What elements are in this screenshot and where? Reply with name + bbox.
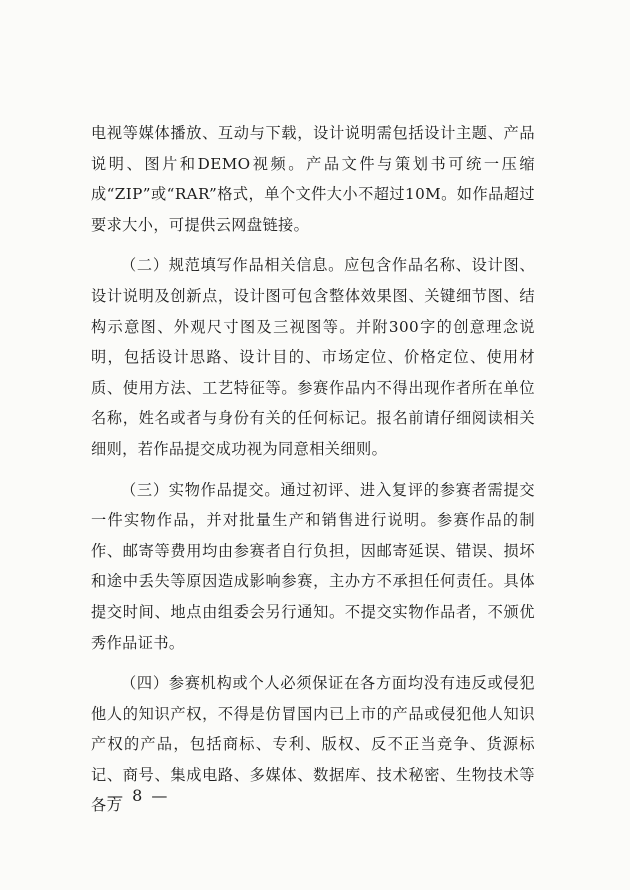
- paragraph-continuation: 电视等媒体播放、互动与下载，设计说明需包括设计主题、产品说明、图片和DEMO视频。产品文件与策划书可统一压缩成“ZIP”或“RAR”格式，单个文件大小不超过10M。如作品超过要求大小，可提供云网盘链接。: [91, 124, 535, 234]
- paragraph-section-three: （三）实物作品提交。通过初评、进入复评的参赛者需提交一件实物作品，并对批量生产和销售进行说明。参赛作品的制作、邮寄等费用均由参赛者自行负担，因邮寄延误、错误、损坏和途中丢失等原因造成影响参赛，主办方不承担任何责任。具体提交时间、地点由组委会另行通知。不提交实物作品者，不颁优秀作品证书。: [91, 480, 535, 652]
- paragraph-section-two: （二）规范填写作品相关信息。应包含作品名称、设计图、设计说明及创新点，设计图可包含整体效果图、关键细节图、结构示意图、外观尺寸图及三视图等。并附300字的创意理念说明，包括设计思路、设计目的、市场定位、价格定位、使用材质、使用方法、工艺特征等。参赛作品内不得出现作者所在单位名称，姓名或者与身份有关的任何标记。报名前请仔细阅读相关细则，若作品提交成功视为同意相关细则。: [91, 256, 535, 458]
- page-number: — 8 —: [107, 786, 170, 805]
- document-body: [91, 118, 535, 831]
- paragraph-section-four: （四）参赛机构或个人必须保证在各方面均没有违反或侵犯他人的知识产权，不得是仿冒国内已上市的产品或侵犯他人知识产权的产品，包括商标、专利、版权、反不正当竞争、货源标记、商号、集成电路、多媒体、数据库、技术秘密、生物技术等各方: [91, 674, 535, 815]
